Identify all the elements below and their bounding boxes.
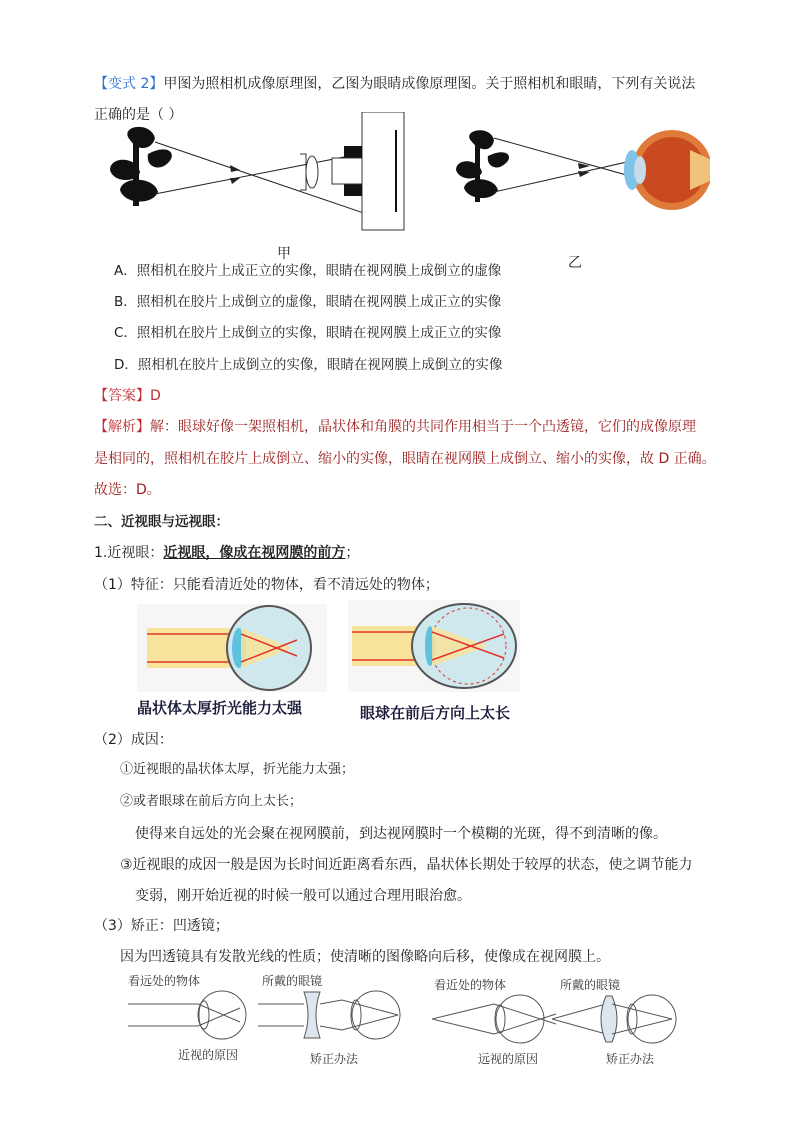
correction-title: （3）矫正：凹透镜； [94,918,229,934]
answer-value: D [150,388,161,404]
analysis-line2: 是相同的，照相机在胶片上成倒立、缩小的实像，眼睛在视网膜上成倒立、缩小的实像，故 D 正确。 [94,451,716,467]
analysis-line3: 故选：D。 [94,482,161,498]
figure-label-a: 甲 [277,246,291,262]
bottom-left-caption-b: 所戴的眼镜 [262,974,323,988]
plant-icon [110,127,172,206]
cause-3-line2: 变弱，刚开始近视的时候一般可以通过合理用眼治愈。 [135,888,471,904]
camera-diagram [100,112,430,252]
bottom-right-caption-c: 远视的原因 [478,1052,539,1066]
bottom-right-caption-d: 矫正办法 [606,1052,655,1066]
option-a: A．照相机在胶片上成正立的实像，眼睛在视网膜上成倒立的虚像 [114,263,502,279]
definition-body: 近视眼，像成在视网膜的前方 [163,545,346,561]
hyperopia-correction-diagram [432,992,682,1046]
option-c: C．照相机在胶片上成倒立的实像，眼睛在视网膜上成正立的实像 [114,325,502,341]
plant-icon [456,130,509,202]
bottom-right-caption-a: 看近处的物体 [434,978,507,992]
bottom-left-caption-c: 近视的原因 [178,1048,239,1062]
question-stem-text: 甲图为照相机成像原理图，乙图为眼睛成像原理图。关于照相机和眼睛，下列有关说法 [163,76,696,92]
analysis-label: 【解析】 [94,419,150,435]
analysis-text1: 解：眼球好像一架照相机，晶状体和角膜的共同作用相当于一个凸透镜，它们的成像原理 [150,419,696,435]
definition-prefix: 1.近视眼： [94,545,164,561]
definition-suffix: ； [345,545,360,561]
myopia-correction-diagram [128,988,410,1042]
myopia-thick-lens-image [137,604,327,692]
answer-line [94,385,161,407]
cause-3-line1: ③近视眼的成因一般是因为长时间近距离看东西，晶状体长期处于较厚的状态，使之调节能力 [120,857,693,873]
cause-1: ①近视眼的晶状体太厚，折光能力太强； [120,762,355,777]
bottom-left-caption-a: 看远处的物体 [128,974,201,988]
answer-label: 【答案】 [94,388,150,404]
question-tag: 【变式 2】 [94,76,164,92]
bottom-right-caption-b: 所戴的眼镜 [560,978,621,992]
myopia-long-eyeball-image [348,600,520,692]
section-title: 二、近视眼与远视眼： [94,514,229,530]
figure-label-b: 乙 [568,255,582,271]
cause-title: （2）成因： [94,732,173,748]
feature-line: （1）特征：只能看清近处的物体，看不清远处的物体； [94,577,439,593]
myopia-definition [94,542,359,564]
image-caption-right: 眼球在前后方向上太长 [360,704,511,722]
correction-detail: 因为凹透镜具有发散光线的性质；使清晰的图像略向后移，使像成在视网膜上。 [120,949,610,965]
cause-2-detail: 使得来自远处的光会聚在视网膜前，到达视网膜时一个模糊的光斑，得不到清晰的像。 [135,826,667,842]
question-stem-line1 [94,73,695,95]
analysis-line1 [94,416,696,438]
cause-2: ②或者眼球在前后方向上太长； [120,794,303,809]
option-d: D．照相机在胶片上成倒立的实像，眼睛在视网膜上成倒立的实像 [114,357,503,373]
bottom-left-caption-d: 矫正办法 [310,1052,359,1066]
option-b: B．照相机在胶片上成倒立的虚像，眼睛在视网膜上成正立的实像 [114,294,502,310]
question-stem-line2: 正确的是（ ） [94,107,183,123]
eyeball-icon [624,130,710,210]
image-caption-left: 晶状体太厚折光能力太强 [137,699,303,717]
eye-diagram [450,120,710,220]
